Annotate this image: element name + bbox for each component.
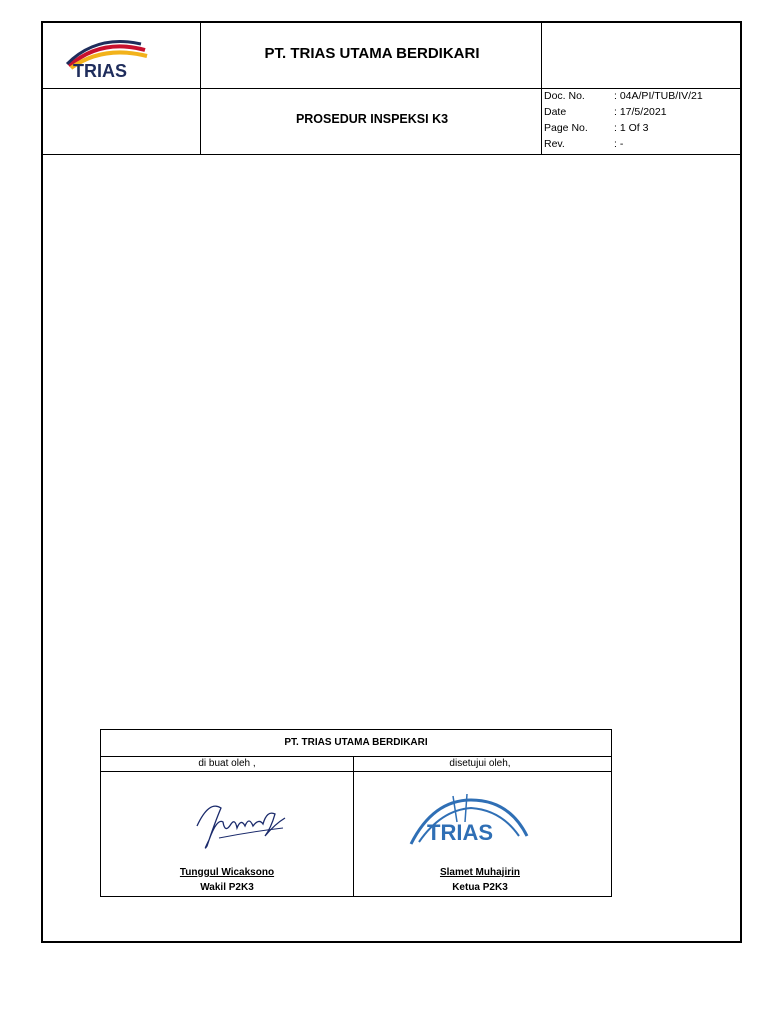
- company-stamp: [405, 792, 533, 850]
- handwritten-signature: [179, 788, 303, 858]
- signature-table-title: PT. TRIAS UTAMA BERDIKARI: [284, 737, 428, 748]
- stamp-text: TRIAS: [427, 820, 493, 845]
- signature-table: [100, 729, 612, 897]
- divider: [101, 771, 611, 772]
- meta-key: Date: [544, 106, 567, 118]
- prepared-by-name: Tunggul Wicaksono: [179, 867, 275, 878]
- meta-key: Rev.: [544, 138, 565, 150]
- header-divider: [43, 88, 740, 89]
- meta-key: Page No.: [544, 122, 588, 134]
- logo-text: TRIAS: [73, 61, 127, 80]
- meta-key: Doc. No.: [544, 90, 585, 102]
- approved-by-name: Slamet Muhajirin: [439, 867, 520, 878]
- meta-value: : 17/5/2021: [614, 106, 667, 118]
- meta-value: : 04A/PI/TUB/IV/21: [614, 90, 703, 102]
- meta-column-divider: [541, 23, 542, 154]
- prepared-by-label: di buat oleh ,: [198, 758, 256, 769]
- meta-value: : 1 Of 3: [614, 122, 649, 134]
- company-logo: [61, 36, 151, 80]
- approved-by-label: disetujui oleh,: [449, 758, 511, 769]
- meta-value: : -: [614, 138, 624, 150]
- prepared-by-role: Wakil P2K3: [200, 882, 254, 893]
- document-title: PROSEDUR INSPEKSI K3: [295, 112, 449, 126]
- approved-by-role: Ketua P2K3: [452, 882, 508, 893]
- company-name: PT. TRIAS UTAMA BERDIKARI: [264, 45, 480, 62]
- logo-column-divider: [200, 23, 201, 154]
- header-bottom-border: [43, 154, 740, 155]
